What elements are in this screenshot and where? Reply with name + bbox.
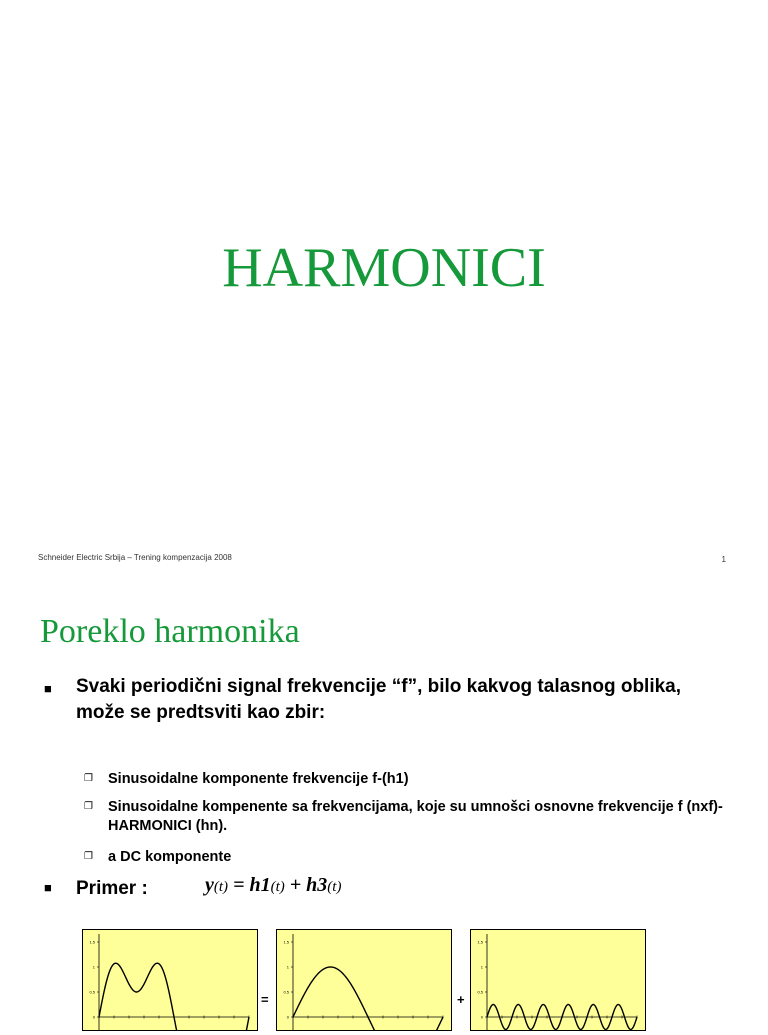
formula-t: (t) xyxy=(327,879,342,895)
y-tick-label: 1.5 xyxy=(283,939,289,945)
plus-sign: + xyxy=(457,992,465,1007)
formula xyxy=(205,874,341,897)
y-tick-label: 1 xyxy=(286,964,289,970)
sub-bullet-text: Sinusoidalne kompenente sa frekvencijama, koje su umnošci osnovne frekvencije f (nxf)-HARMONICI (hn). xyxy=(108,799,723,834)
series-line xyxy=(293,967,443,1030)
slide-2 xyxy=(0,576,768,1024)
equals-sign: = xyxy=(261,992,269,1007)
formula-eq: = xyxy=(228,874,250,896)
slide-title: Poreklo harmonika xyxy=(40,613,300,650)
bullet-text: Svaki periodični signal frekvencije “f”, bilo kakvog talasnog oblika, može se predtsviti kao zbir: xyxy=(76,676,682,723)
plot-y-svg xyxy=(83,930,257,1030)
bullet-item xyxy=(44,674,724,726)
page-number: 1 xyxy=(721,555,726,564)
y-tick-label: 1 xyxy=(480,964,483,970)
sub-bullet-item xyxy=(84,798,724,836)
plot-h1 xyxy=(276,929,452,1031)
y-tick-label: 1.5 xyxy=(89,939,95,945)
sub-bullet-item xyxy=(84,770,724,789)
sub-bullet-text: a DC komponente xyxy=(108,849,232,865)
hollow-square-bullet-icon: ❐ xyxy=(84,801,93,812)
y-tick-label: 0.5 xyxy=(89,989,95,995)
y-tick-label: 0 xyxy=(92,1014,95,1020)
y-tick-label: 1.5 xyxy=(477,939,483,945)
formula-h3: h3 xyxy=(306,874,328,896)
formula-h1: h1 xyxy=(249,874,271,896)
y-tick-label: 0.5 xyxy=(477,989,483,995)
formula-t: (t) xyxy=(270,879,285,895)
y-tick-label: 1 xyxy=(92,964,95,970)
bullet-item xyxy=(44,878,148,900)
formula-plus: + xyxy=(284,874,307,896)
hollow-square-bullet-icon: ❐ xyxy=(84,851,93,862)
plot-h3 xyxy=(470,929,646,1031)
slide-title: HARMONICI xyxy=(222,237,546,299)
square-bullet-icon: ■ xyxy=(44,681,52,696)
sub-bullet-item xyxy=(84,848,724,867)
y-tick-label: 0 xyxy=(480,1014,483,1020)
series-line xyxy=(99,963,249,1030)
y-tick-label: 0.5 xyxy=(283,989,289,995)
slide-footer: Schneider Electric Srbija – Trening kompenzacija 2008 xyxy=(38,553,232,562)
plot-h1-svg xyxy=(277,930,451,1030)
formula-y: y xyxy=(205,874,214,896)
bullet-text: Primer : xyxy=(76,878,148,899)
formula-t: (t) xyxy=(213,879,229,895)
sub-bullet-text: Sinusoidalne komponente frekvencije f-(h1) xyxy=(108,771,409,787)
square-bullet-icon: ■ xyxy=(44,880,52,895)
plot-y xyxy=(82,929,258,1031)
plot-h3-svg xyxy=(471,930,645,1030)
hollow-square-bullet-icon: ❐ xyxy=(84,773,93,784)
y-tick-label: 0 xyxy=(286,1014,289,1020)
